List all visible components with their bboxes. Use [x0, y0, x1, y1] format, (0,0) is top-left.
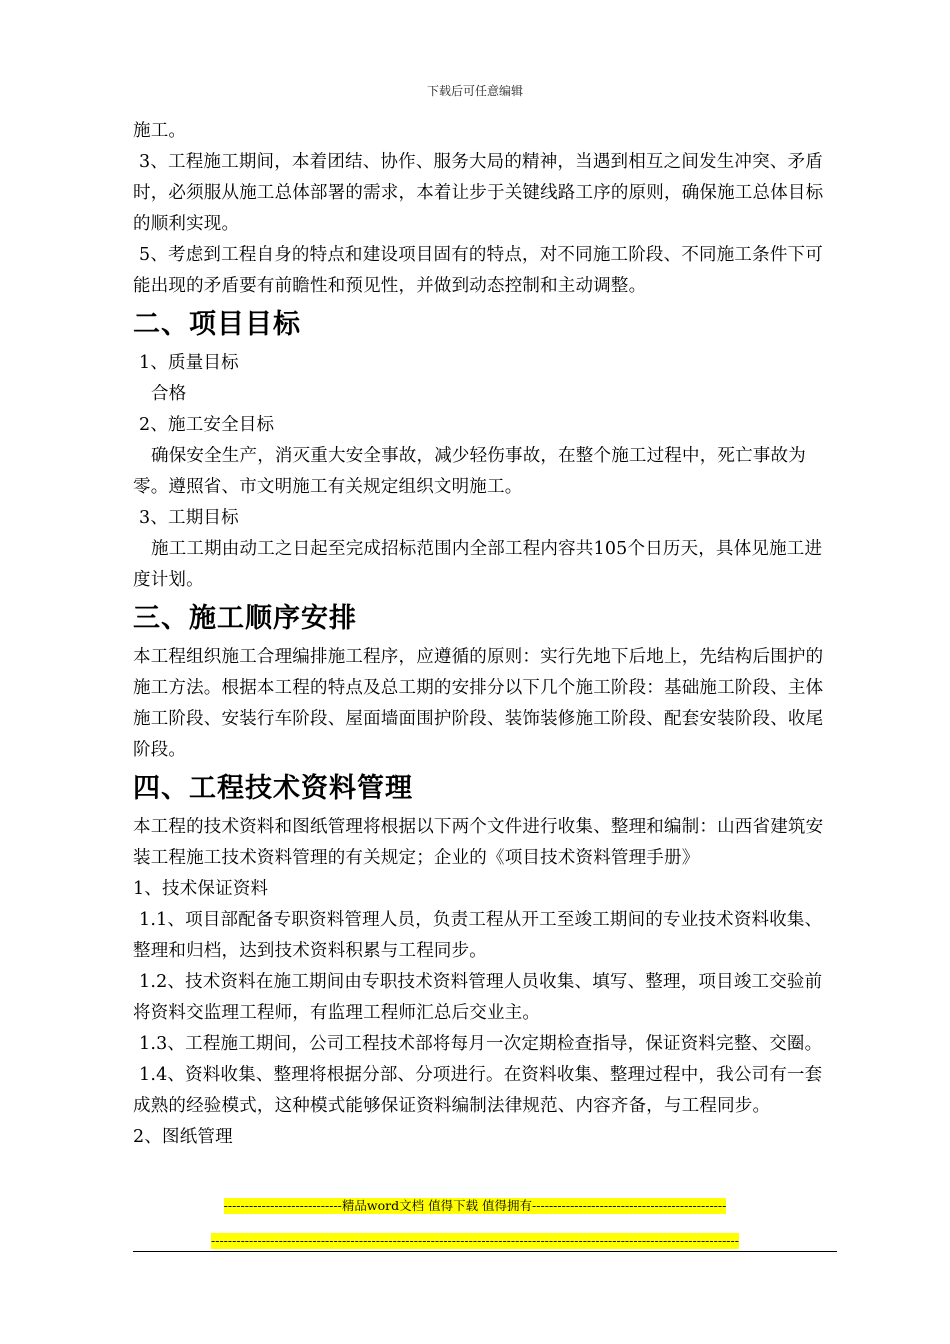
paragraph: 5、考虑到工程自身的特点和建设项目固有的特点，对不同施工阶段、不同施工条件下可能出现的矛盾要有前瞻性和预见性，并做到动态控制和主动调整。	[133, 245, 823, 296]
section-heading-sequence: 三、施工顺序安排	[133, 603, 357, 634]
paragraph: 施工。	[133, 121, 187, 141]
footer-dash-text: -----------------------------------------------------------------------------------------------------------------------------	[211, 1233, 739, 1248]
section-heading-docs: 四、工程技术资料管理	[133, 773, 413, 804]
paragraph: 1.4、资料收集、整理将根据分部、分项进行。在资料收集、整理过程中，我公司有一套成熟的经验模式，这种模式能够保证资料编制法律规范、内容齐备，与工程同步。	[133, 1065, 823, 1116]
footer-banner-text: ----------------------------精品word文档 值得下载 值得拥有----------------------------------------------	[223, 1198, 727, 1213]
paragraph: 1.2、技术资料在施工期间由专职技术资料管理人员收集、填写、整理，项目竣工交验前将资料交监理工程师，有监理工程师汇总后交业主。	[133, 972, 823, 1023]
footer-rule	[133, 1251, 837, 1252]
section-heading-goals: 二、项目目标	[133, 309, 301, 340]
paragraph: 合格	[151, 384, 187, 404]
subheading: 2、图纸管理	[133, 1127, 233, 1147]
footer-banner	[0, 1195, 950, 1214]
subheading: 2、施工安全目标	[139, 415, 275, 435]
subheading: 1、质量目标	[139, 353, 239, 373]
paragraph: 确保安全生产，消灭重大安全事故，减少轻伤事故，在整个施工过程中，死亡事故为零。遵照省、市文明施工有关规定组织文明施工。	[133, 446, 806, 497]
paragraph: 1.1、项目部配备专职资料管理人员，负责工程从开工至竣工期间的专业技术资料收集、整理和归档，达到技术资料积累与工程同步。	[133, 910, 823, 961]
footer-dash-line	[0, 1230, 950, 1249]
subheading: 3、工期目标	[139, 508, 239, 528]
paragraph: 本工程的技术资料和图纸管理将根据以下两个文件进行收集、整理和编制：山西省建筑安装工程施工技术资料管理的有关规定；企业的《项目技术资料管理手册》	[133, 817, 824, 868]
paragraph: 3、工程施工期间，本着团结、协作、服务大局的精神，当遇到相互之间发生冲突、矛盾时，必须服从施工总体部署的需求，本着让步于关键线路工序的原则，确保施工总体目标的顺利实现。	[133, 152, 824, 234]
paragraph: 本工程组织施工合理编排施工程序，应遵循的原则：实行先地下后地上，先结构后围护的施工方法。根据本工程的特点及总工期的安排分以下几个施工阶段：基础施工阶段、主体施工阶段、安装行车阶段、屋面墙面围护阶段、装饰装修施工阶段、配套安装阶段、收尾阶段。	[133, 647, 824, 760]
page-header: 下载后可任意编辑	[426, 84, 523, 98]
subheading: 1、技术保证资料	[133, 879, 269, 899]
document-body	[133, 116, 837, 1153]
paragraph: 施工工期由动工之日起至完成招标范围内全部工程内容共105个日历天，具体见施工进度计划。	[133, 539, 823, 590]
paragraph: 1.3、工程施工期间，公司工程技术部将每月一次定期检查指导，保证资料完整、交圈。	[139, 1034, 823, 1054]
